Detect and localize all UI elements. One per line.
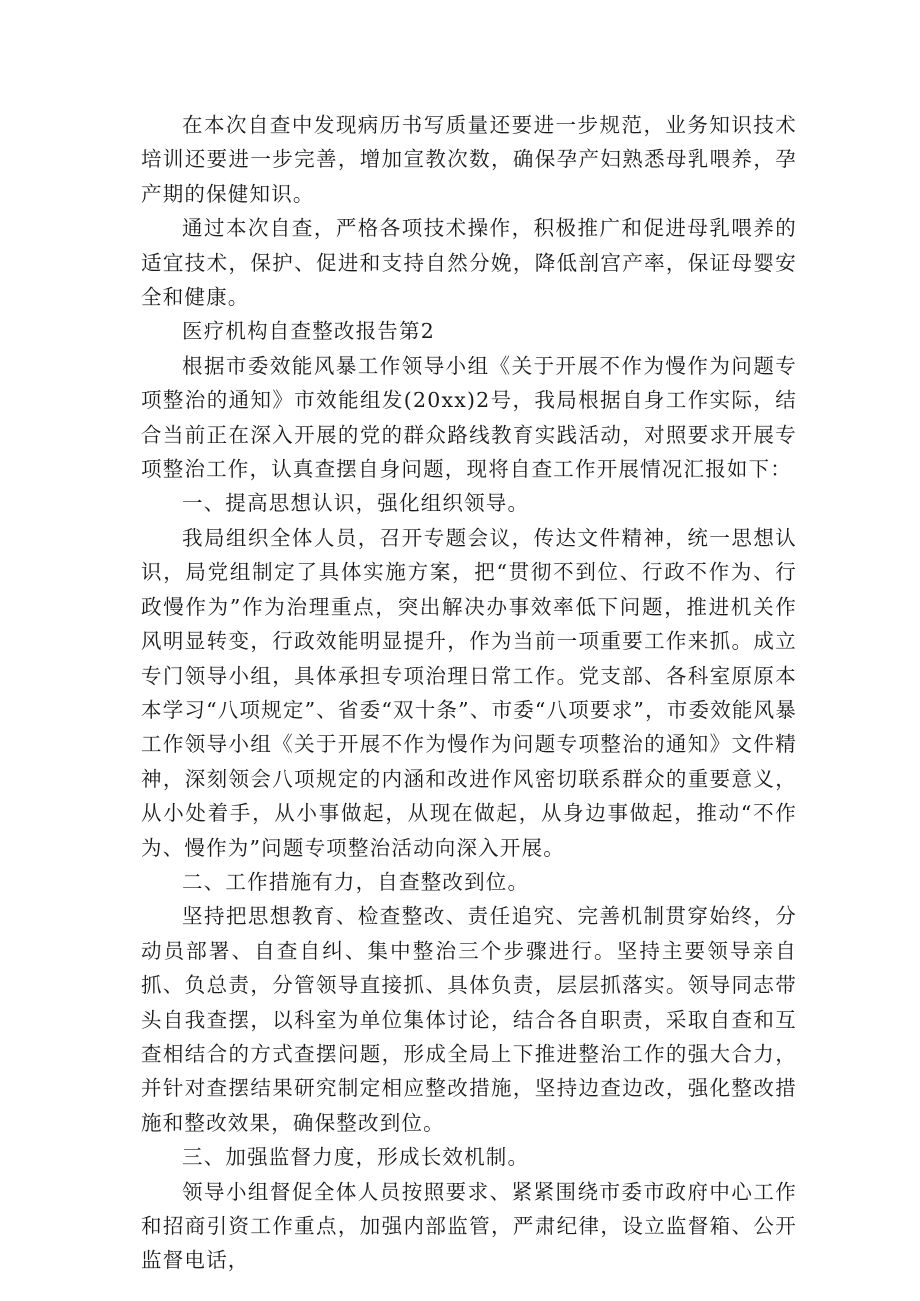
section-heading-3: 三、加强监督力度，形成长效机制。 (182, 1145, 530, 1170)
document-body (141, 108, 797, 1278)
section-heading-1: 一、提高思想认识，强化组织领导。 (182, 491, 530, 516)
paragraph-self-check-findings: 在本次自查中发现病历书写质量还要进一步规范，业务知识技术培训还要进一步完善，增加宣教次数，确保孕产妇熟悉母乳喂养，孕产期的保健知识。 (141, 113, 797, 206)
section-heading-2: 二、工作措施有力，自查整改到位。 (182, 869, 530, 894)
paragraph-section-1: 我局组织全体人员，召开专题会议，传达文件精神，统一思想认识，局党组制定了具体实施方案，把“贯彻不到位、行政不作为、行政慢作为”作为治理重点，突出解决办事效率低下问题，推进机关作风明显转变，行政效能明显提升，作为当前一项重要工作来抓。成立专门领导小组，具体承担专项治理日常工作。党支部、各科室原原本本学习“八项规定”、省委“双十条”、市委“八项要求”，市委效能风暴工作领导小组《关于开展不作为慢作为问题专项整治的通知》文件精神，深刻领会八项规定的内涵和改进作风密切联系群众的重要意义，从小处着手，从小事做起，从现在做起，从身边事做起，推动“不作为、慢作为”问题专项整治活动向深入开展。 (141, 525, 797, 860)
paragraph-self-check-results: 通过本次自查，严格各项技术操作，积极推广和促进母乳喂养的适宜技术，保护、促进和支持自然分娩，降低剖宫产率，保证母婴安全和健康。 (141, 216, 797, 310)
report-title: 医疗机构自查整改报告第2 (182, 319, 435, 344)
paragraph-section-3: 领导小组督促全体人员按照要求、紧紧围绕市委市政府中心工作和招商引资工作重点，加强内部监管，严肃纪律，设立监督箱、公开监督电话， (141, 1179, 797, 1273)
paragraph-introduction: 根据市委效能风暴工作领导小组《关于开展不作为慢作为问题专项整治的通知》市效能组发(20xx)2号，我局根据自身工作实际，结合当前正在深入开展的党的群众路线教育实践活动，对照要求开展专项整治工作，认真查摆自身问题，现将自查工作开展情况汇报如下： (141, 353, 797, 482)
paragraph-section-2: 坚持把思想教育、检查整改、责任追究、完善机制贯穿始终，分动员部署、自查自纠、集中整治三个步骤进行。坚持主要领导亲自抓、负总责，分管领导直接抓、具体负责，层层抓落实。领导同志带头自我查摆，以科室为单位集体讨论，结合各自职责，采取自查和互查相结合的方式查摆问题，形成全局上下推进整治工作的强大合力，并针对查摆结果研究制定相应整改措施，坚持边查边改，强化整改措施和整改效果，确保整改到位。 (141, 904, 797, 1135)
